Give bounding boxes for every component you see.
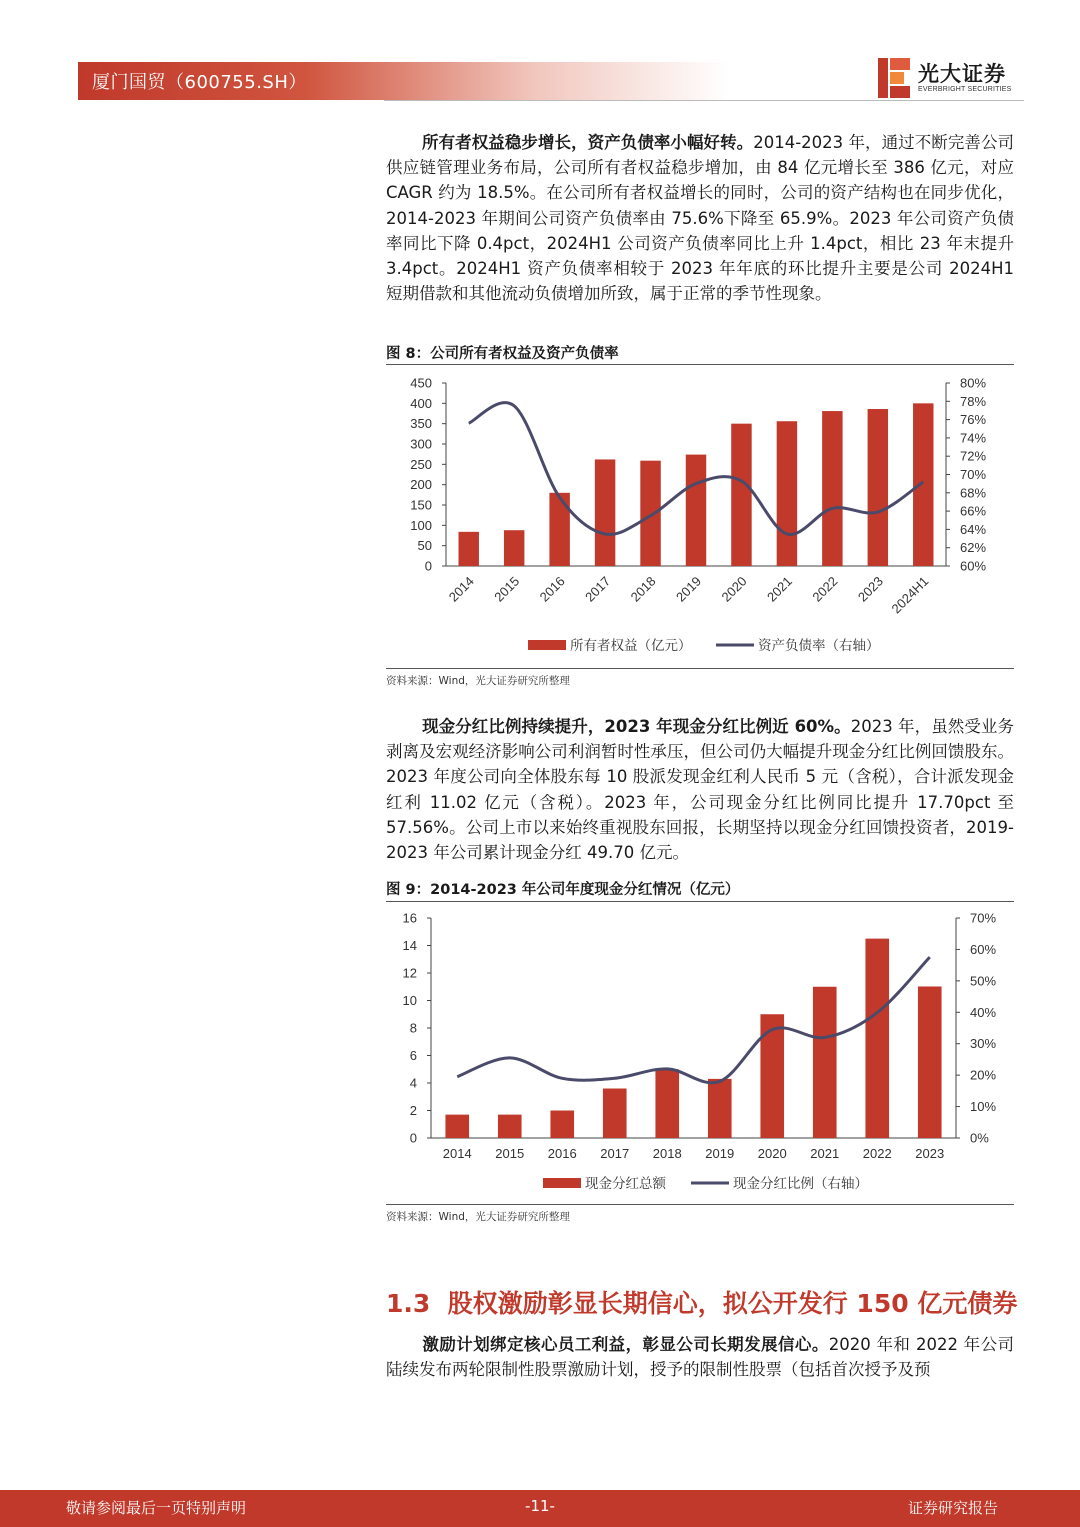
everbright-logo-icon [876,56,916,100]
y2-tick-label: 40% [970,1004,997,1020]
figure-9-bottom-rule [386,1204,1014,1205]
y2-tick-label: 74% [960,430,987,446]
legend-bar-swatch [528,640,566,650]
x-tick-label: 2023 [915,1146,945,1161]
x-tick-label: 2017 [582,573,614,605]
y2-tick-label: 78% [960,393,987,409]
y2-tick-label: 80% [960,375,987,391]
x-tick-label: 2020 [757,1146,787,1161]
bar [913,403,933,566]
y2-tick-label: 70% [970,910,997,926]
footer-report-type: 证券研究报告 [908,1499,999,1517]
bar [813,987,837,1138]
y-tick-label: 12 [402,965,417,981]
x-tick-label: 2015 [491,573,523,605]
x-tick-label: 2019 [705,1146,735,1161]
y-tick-label: 150 [410,497,432,513]
y-tick-label: 300 [410,436,432,452]
y-tick-label: 8 [409,1020,417,1036]
paragraph-lead: 所有者权益稳步增长，资产负债率小幅好转。 [422,133,754,152]
y-tick-label: 0 [409,1130,417,1146]
y2-tick-label: 68% [960,485,987,501]
y-tick-label: 2 [409,1103,417,1118]
x-tick-label: 2021 [763,573,796,605]
section-heading [386,1284,1017,1320]
x-tick-label: 2020 [718,573,750,605]
x-tick-label: 2016 [547,1146,577,1161]
x-tick-label: 2022 [809,573,841,605]
footer-disclaimer: 敬请参阅最后一页特别声明 [66,1499,247,1517]
y-tick-label: 400 [410,395,432,411]
paragraph-dividend [386,714,1014,865]
bar [640,461,660,566]
y2-tick-label: 76% [960,412,987,428]
y-tick-label: 6 [409,1048,417,1063]
x-tick-label: 2014 [445,573,477,605]
y-tick-label: 0 [424,558,432,574]
bar [595,459,615,566]
logo-subtext: EVERBRIGHT SECURITIES [918,86,1012,93]
x-tick-label: 2021 [810,1146,840,1161]
legend-bar-swatch [543,1178,581,1188]
bar [760,1014,784,1138]
y2-tick-label: 64% [960,521,987,537]
legend-line-label: 现金分红比例（右轴） [733,1176,868,1191]
equity-debt-chart [386,368,1014,666]
x-tick-label: 2024H1 [888,573,932,617]
y-tick-label: 450 [410,375,432,391]
bar [504,530,524,566]
figure-8-bottom-rule [386,668,1014,669]
bar [731,424,751,566]
paragraph-equity [386,130,1014,306]
figure-8-rule [386,364,1014,365]
bar [708,1079,732,1138]
x-tick-label: 2016 [536,573,568,605]
y2-tick-label: 0% [970,1130,989,1146]
paragraph-body: 2014-2023 年，通过不断完善公司供应链管理业务布局，公司所有者权益稳步增加，由 84 亿元增长至 386 亿元，对应 CAGR 约为 18.5%。在公司所有者权益增长的同时，公司的资产结构也在同步优化，2014-2023 年期间公司资产负债率由 75.6%下降至 65.9%。2023 年公司资产负债率同比下降 0.4pct，2024H1 公司资产负债率同比上升 1.4pct，相比 23 年末提升 3.4pct。2024H1 资产负债率相较于 2023 年年底的环比提升主要是公司 2024H1 短期借款和其他流动负债增加所致，属于正常的季节性现象。 [386,133,1015,304]
figure-8-source: 资料来源：Wind，光大证券研究所整理 [386,675,570,687]
y2-tick-label: 20% [970,1067,997,1083]
figure-9-source: 资料来源：Wind，光大证券研究所整理 [386,1211,570,1223]
paragraph-body: 2023 年，虽然受业务剥离及宏观经济影响公司利润暂时性承压，但公司仍大幅提升现金分红比例回馈股东。2023 年度公司向全体股东每 10 股派发现金红利人民币 5 元（含税），合计派发现金红利 11.02 亿元（含税）。2023 年，公司现金分红比例同比提升 17.70pct 至 57.56%。公司上市以来始终重视股东回报，长期坚持以现金分红回馈投资者，2019-2023 年公司累计现金分红 49.70 亿元。 [386,717,1014,863]
figure-9-chart [386,904,1014,1202]
y2-tick-label: 60% [970,941,997,957]
ratio-line [457,957,930,1083]
paragraph-lead: 现金分红比例持续提升，2023 年现金分红比例近 60%。 [422,717,851,736]
bar [459,532,479,566]
section-number: 1.3 [386,1289,431,1318]
paragraph-lead: 激励计划绑定核心员工利益，彰显公司长期发展信心。 [422,1335,829,1354]
bar [918,986,942,1138]
bar [655,1069,679,1138]
x-tick-label: 2018 [627,573,659,605]
y-tick-label: 100 [410,517,432,533]
report-company-title: 厦门国贸（600755.SH） [92,72,307,93]
y-tick-label: 50 [417,538,432,554]
y2-tick-label: 10% [970,1099,997,1115]
figure-8-title: 图 8：公司所有者权益及资产负债率 [386,346,619,362]
x-tick-label: 2014 [442,1146,472,1161]
bar [445,1115,469,1138]
legend-bar-label: 现金分红总额 [585,1176,666,1191]
y-tick-label: 200 [410,477,432,493]
y2-tick-label: 50% [970,973,997,989]
x-tick-label: 2023 [854,573,886,605]
y2-tick-label: 62% [960,540,987,556]
y2-tick-label: 30% [970,1036,997,1052]
y-tick-label: 250 [410,456,432,472]
figure-9-title: 图 9：2014-2023 年公司年度现金分红情况（亿元） [386,882,740,898]
paragraph-body: 2020 年和 2022 年公司陆续发布两轮限制性股票激励计划，授予的限制性股票（包括首次授予及预 [386,1335,1014,1380]
bar [822,411,842,566]
figure-8-chart [386,368,1014,666]
bar [498,1115,522,1138]
bar [550,1111,574,1139]
dividend-chart [386,904,1014,1202]
y2-tick-label: 70% [960,467,987,482]
y-tick-label: 16 [402,910,417,926]
y2-tick-label: 72% [960,448,987,464]
bar [777,421,797,566]
x-tick-label: 2018 [652,1146,682,1161]
legend-line-label: 资产负债率（右轴） [758,638,880,653]
y-tick-label: 350 [410,416,432,432]
header-divider [384,100,1024,101]
bar [603,1089,627,1139]
x-tick-label: 2022 [862,1146,892,1161]
bar [686,455,706,566]
y-tick-label: 4 [409,1075,417,1091]
paragraph-incentive [386,1332,1014,1384]
bar [865,939,889,1138]
bar [868,409,888,566]
y-tick-label: 10 [402,993,417,1008]
section-title: 股权激励彰显长期信心，拟公开发行 150 亿元债券 [447,1289,1018,1318]
y2-tick-label: 66% [960,503,987,519]
page-number: -11- [525,1497,555,1515]
figure-9-rule [386,901,1014,902]
x-tick-label: 2017 [600,1146,630,1161]
x-tick-label: 2015 [495,1146,525,1161]
y2-tick-label: 60% [960,558,987,574]
legend-bar-label: 所有者权益（亿元） [570,638,692,653]
bar [549,493,569,566]
logo-text: 光大证券 [918,62,1006,86]
x-tick-label: 2019 [673,573,705,605]
y-tick-label: 14 [402,938,417,953]
